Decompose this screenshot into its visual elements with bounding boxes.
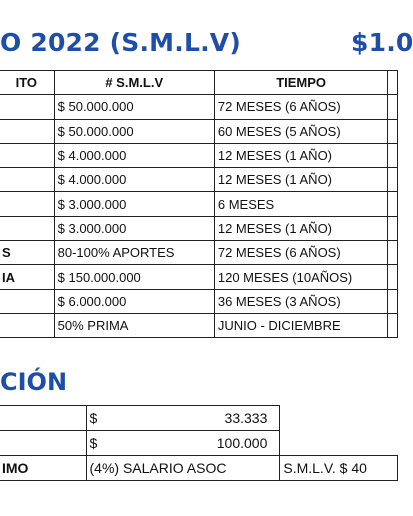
cell-smlv: $ 4.000.000 (54, 143, 214, 167)
cell-extra (388, 313, 398, 337)
currency-symbol: $ (89, 410, 98, 426)
cell-time: 72 MESES (6 AÑOS) (214, 241, 388, 265)
cell-extra: S.M.L.V. $ 40 (280, 456, 398, 481)
table-row (0, 216, 398, 240)
cell-smlv: $ 3.000.000 (54, 216, 214, 240)
header-smlv: # S.M.L.V (54, 71, 214, 95)
credit-lines-table (0, 70, 398, 338)
table-row (0, 456, 398, 481)
table-row (0, 168, 398, 192)
cell-time: JUNIO - DICIEMBRE (214, 313, 388, 337)
cell-credit-type (0, 143, 54, 167)
cell-extra (280, 431, 398, 456)
cell-credit-type (0, 119, 54, 143)
cell-extra (388, 241, 398, 265)
cell-extra (388, 143, 398, 167)
header-time: TIEMPO (214, 71, 388, 95)
cell-extra (280, 406, 398, 431)
header-credit-type: ITO (0, 71, 54, 95)
cell-time: 12 MESES (1 AÑO) (214, 143, 388, 167)
cell-label (0, 431, 86, 456)
table-row (0, 431, 398, 456)
cell-smlv: $ 3.000.000 (54, 192, 214, 216)
cell-extra (388, 265, 398, 289)
cell-smlv: $ 6.000.000 (54, 289, 214, 313)
cell-amount (86, 431, 280, 456)
table-row (0, 95, 398, 119)
header-extra (388, 71, 398, 95)
cell-credit-type (0, 216, 54, 240)
cell-time: 36 MESES (3 AÑOS) (214, 289, 388, 313)
cell-extra (388, 168, 398, 192)
cell-time: 120 MESES (10AÑOS) (214, 265, 388, 289)
section-title: CIÓN (0, 368, 68, 396)
cell-time: 12 MESES (1 AÑO) (214, 168, 388, 192)
currency-symbol: $ (89, 435, 98, 451)
cell-amount: (4%) SALARIO ASOC (86, 456, 280, 481)
cell-time: 72 MESES (6 AÑOS) (214, 95, 388, 119)
cell-extra (388, 216, 398, 240)
cell-time: 60 MESES (5 AÑOS) (214, 119, 388, 143)
cell-credit-type: S (0, 241, 54, 265)
table-row (0, 313, 398, 337)
amount-value: 100.000 (216, 435, 268, 451)
cell-extra (388, 95, 398, 119)
contribution-table (0, 405, 398, 481)
cell-extra (388, 289, 398, 313)
cell-smlv: $ 4.000.000 (54, 168, 214, 192)
cell-label: IMO (0, 456, 86, 481)
cell-time: 6 MESES (214, 192, 388, 216)
cell-smlv: $ 150.000.000 (54, 265, 214, 289)
table-row (0, 192, 398, 216)
table-header-row (0, 71, 398, 95)
cell-smlv: $ 50.000.000 (54, 95, 214, 119)
salary-value-title: $1.0 (351, 28, 413, 57)
cell-smlv: 80-100% APORTES (54, 241, 214, 265)
cell-smlv: 50% PRIMA (54, 313, 214, 337)
table-row (0, 406, 398, 431)
table-row (0, 265, 398, 289)
cell-extra (388, 192, 398, 216)
page-title: O 2022 (S.M.L.V) (0, 28, 241, 57)
cell-label (0, 406, 86, 431)
cell-credit-type (0, 192, 54, 216)
cell-time: 12 MESES (1 AÑO) (214, 216, 388, 240)
table-row (0, 143, 398, 167)
table-row (0, 119, 398, 143)
cell-credit-type (0, 313, 54, 337)
cell-credit-type: IA (0, 265, 54, 289)
cell-extra (388, 119, 398, 143)
cell-credit-type (0, 168, 54, 192)
cell-credit-type (0, 289, 54, 313)
cell-smlv: $ 50.000.000 (54, 119, 214, 143)
cell-credit-type (0, 95, 54, 119)
amount-value: 33.333 (224, 410, 268, 426)
table-row (0, 289, 398, 313)
table-row (0, 241, 398, 265)
cell-amount (86, 406, 280, 431)
